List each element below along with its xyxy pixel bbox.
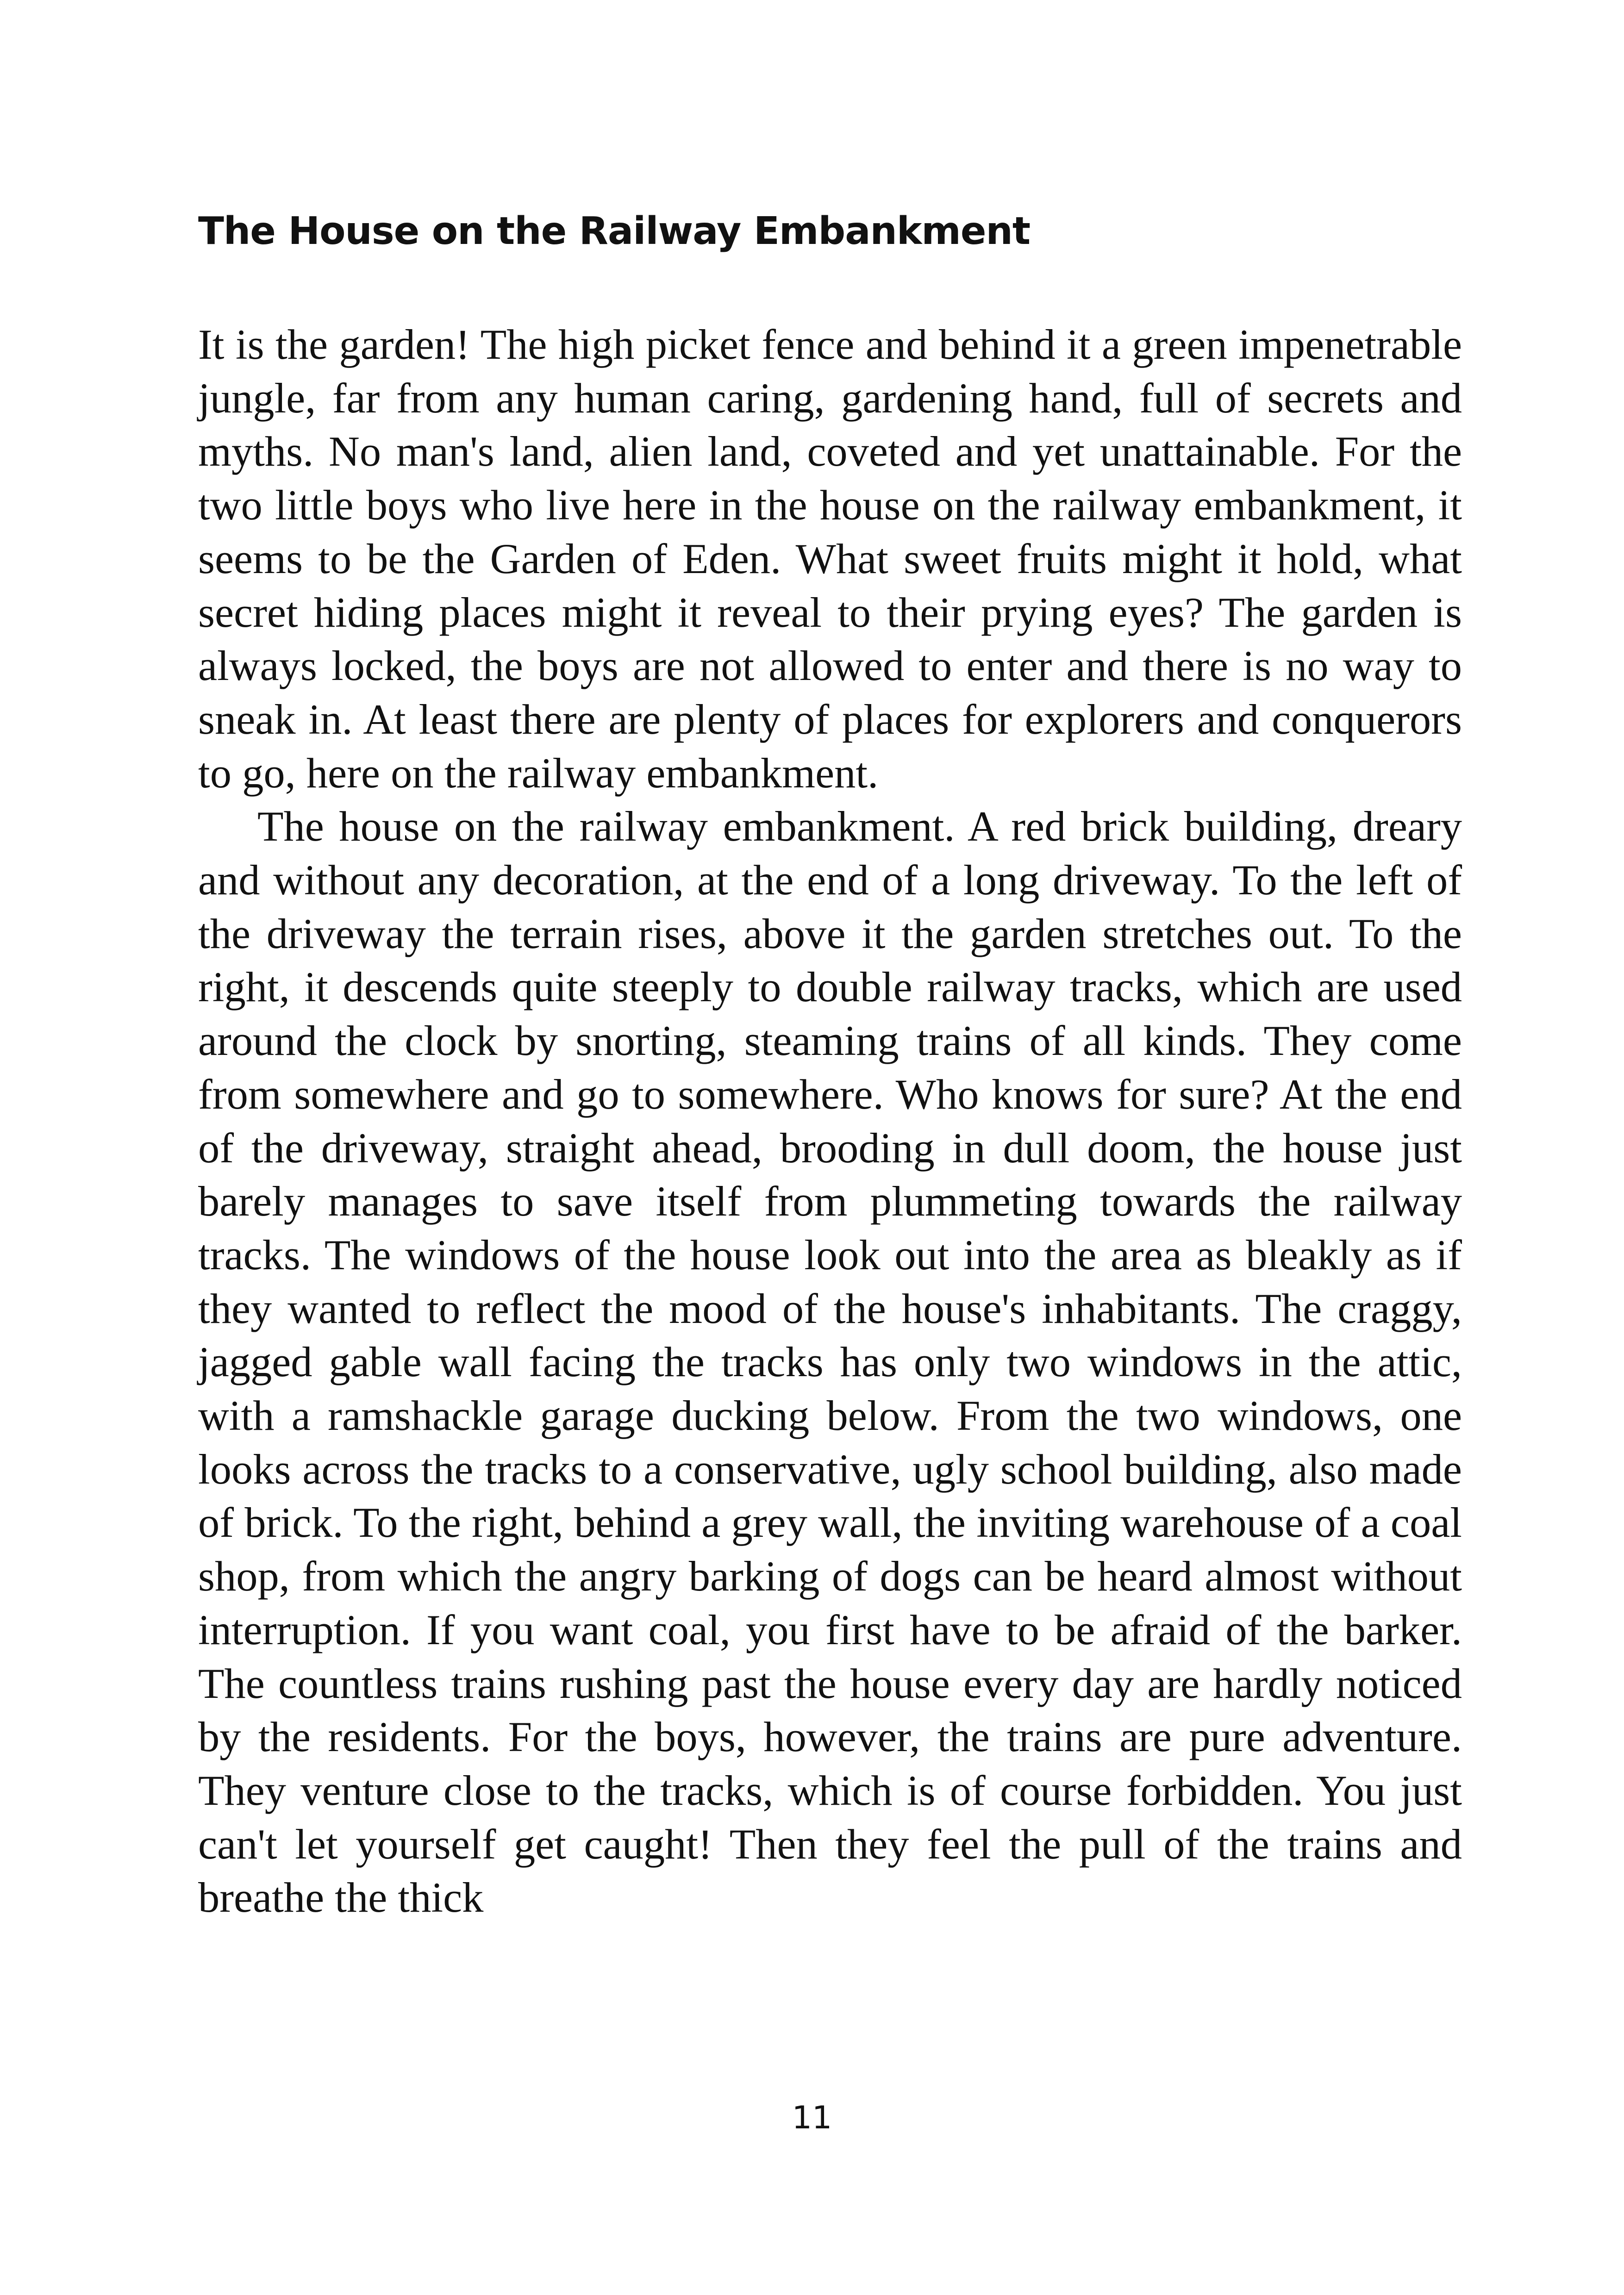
page-number: 11	[792, 2100, 832, 2136]
paragraph-2: The house on the railway embankment. A red brick building, dreary and without any decoration, at the end of a long driveway. To the left of the driveway the terrain rises, above it the garden stretches out. To the right, it descends quite steeply to double railway tracks, which are used around the clock by snorting, steaming trains of all kinds. They come from somewhere and go to somewhere. Who knows for sure? At the end of the driveway, straight ahead, brooding in dull doom, the house just barely manages to save itself from plummeting towards the railway tracks. The windows of the house look out into the area as bleakly as if they wanted to reflect the mood of the house's inhabitants. The craggy, jagged gable wall facing the tracks has only two windows in the attic, with a ramshackle garage ducking below. From the two windows, one looks across the tracks to a conservative, ugly school building, also made of brick. To the right, behind a grey wall, the inviting warehouse of a coal shop, from which the angry barking of dogs can be heard almost without interruption. If you want coal, you first have to be afraid of the barker. The countless trains rushing past the house every day are hardly noticed by the residents. For the boys, however, the trains are pure adventure. They venture close to the tracks, which is of course forbidden. You just can't let yourself get caught! Then they feel the pull of the trains and breathe the thick	[198, 803, 1462, 1922]
body-text	[198, 318, 1462, 1925]
paragraph-1: It is the garden! The high picket fence and behind it a green impenetrable jungle, far from any human caring, gardening hand, full of secrets and myths. No man's land, alien land, coveted and yet unattainable. For the two little boys who live here in the house on the railway embankment, it seems to be the Garden of Eden. What sweet fruits might it hold, what secret hiding places might it reveal to their prying eyes? The garden is always locked, the boys are not allowed to enter and there is no way to sneak in. At least there are plenty of places for explorers and conquerors to go, here on the railway embankment.	[198, 321, 1462, 797]
chapter-title: The House on the Railway Embankment	[198, 209, 1031, 253]
